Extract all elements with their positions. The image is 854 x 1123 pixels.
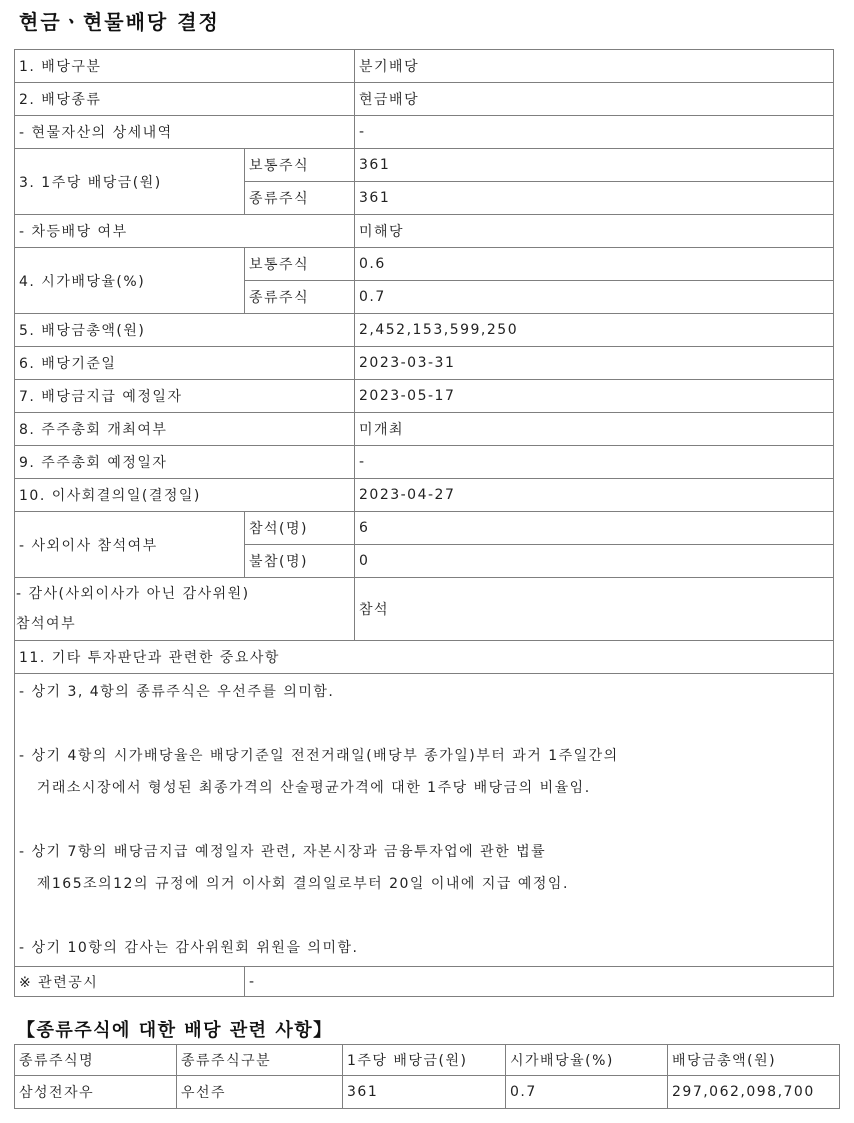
row-value: 0.6 — [355, 248, 834, 281]
table-row — [15, 1076, 840, 1109]
row-value: - — [245, 967, 834, 997]
preferred-stock-table — [14, 1044, 840, 1109]
row-label: 5. 배당금총액(원) — [15, 314, 355, 347]
column-header: 1주당 배당금(원) — [343, 1045, 506, 1076]
row-label: 4. 시가배당율(%) — [15, 248, 245, 314]
table-row — [15, 641, 834, 674]
sub-label: 종류주식 — [245, 281, 355, 314]
table-cell: 297,062,098,700 — [668, 1076, 840, 1109]
row-value: 0.7 — [355, 281, 834, 314]
sub-label: 참석(명) — [245, 512, 355, 545]
dividend-table — [14, 49, 834, 997]
table-row — [15, 674, 834, 967]
row-value: 0 — [355, 545, 834, 578]
row-label: 8. 주주총회 개최여부 — [15, 413, 355, 446]
table-row — [15, 248, 834, 281]
table-row — [15, 149, 834, 182]
row-value: 361 — [355, 182, 834, 215]
table-cell: 삼성전자우 — [15, 1076, 177, 1109]
row-label: 11. 기타 투자판단과 관련한 중요사항 — [15, 641, 834, 674]
row-value: 6 — [355, 512, 834, 545]
row-label: 3. 1주당 배당금(원) — [15, 149, 245, 215]
row-label: - 감사(사외이사가 아닌 감사위원) 참석여부 — [15, 578, 355, 641]
table-row — [15, 380, 834, 413]
row-value: - — [355, 116, 834, 149]
page-title: 현금ㆍ현물배당 결정 — [19, 10, 220, 34]
table-cell: 361 — [343, 1076, 506, 1109]
column-header: 종류주식명 — [15, 1045, 177, 1076]
row-value: 2023-05-17 — [355, 380, 834, 413]
table-header-row — [15, 1045, 840, 1076]
column-header: 배당금총액(원) — [668, 1045, 840, 1076]
table-row — [15, 578, 834, 641]
table-row — [15, 50, 834, 83]
sub-label: 종류주식 — [245, 182, 355, 215]
table-row — [15, 967, 834, 997]
row-label: 2. 배당종류 — [15, 83, 355, 116]
table-row — [15, 314, 834, 347]
row-value: 2,452,153,599,250 — [355, 314, 834, 347]
row-value: 분기배당 — [355, 50, 834, 83]
row-label: ※ 관련공시 — [15, 967, 245, 997]
row-label: - 현물자산의 상세내역 — [15, 116, 355, 149]
table-row — [15, 446, 834, 479]
row-value: 미개최 — [355, 413, 834, 446]
sub-label: 불참(명) — [245, 545, 355, 578]
row-label: 7. 배당금지급 예정일자 — [15, 380, 355, 413]
sub-label: 보통주식 — [245, 149, 355, 182]
row-value: 참석 — [355, 578, 834, 641]
row-value: 미해당 — [355, 215, 834, 248]
row-label: 9. 주주총회 예정일자 — [15, 446, 355, 479]
row-label: 6. 배당기준일 — [15, 347, 355, 380]
row-value: 2023-03-31 — [355, 347, 834, 380]
table-row — [15, 479, 834, 512]
notes-text: - 상기 3, 4항의 종류주식은 우선주를 의미함. - 상기 4항의 시가배당율은 배당기준일 전전거래일(배당부 종가일)부터 과거 1주일간의 거래소시장에서 형성된 최종가격의 산술평균가격에 대한 1주당 배당금의 비율임. - 상기 7항의 배당금지급 예정일자 관련, 자본시장과 금융투자업에 관한 법률 제165조의12의 규정에 의거 이사회 결의일로부터 20일 이내에 지급 예정임. - 상기 10항의 감사는 감사위원회 위원을 의미함. — [15, 674, 834, 967]
table-row — [15, 512, 834, 545]
section-title: 【종류주식에 대한 배당 관련 사항】 — [17, 1020, 333, 1041]
row-value: 361 — [355, 149, 834, 182]
column-header: 종류주식구분 — [177, 1045, 343, 1076]
row-label: 1. 배당구분 — [15, 50, 355, 83]
table-row — [15, 413, 834, 446]
row-value: - — [355, 446, 834, 479]
row-value: 2023-04-27 — [355, 479, 834, 512]
table-row — [15, 215, 834, 248]
table-row — [15, 116, 834, 149]
table-row — [15, 347, 834, 380]
row-label: - 사외이사 참석여부 — [15, 512, 245, 578]
table-cell: 우선주 — [177, 1076, 343, 1109]
table-cell: 0.7 — [506, 1076, 668, 1109]
table-row — [15, 83, 834, 116]
sub-label: 보통주식 — [245, 248, 355, 281]
row-label: - 차등배당 여부 — [15, 215, 355, 248]
row-label: 10. 이사회결의일(결정일) — [15, 479, 355, 512]
row-value: 현금배당 — [355, 83, 834, 116]
column-header: 시가배당율(%) — [506, 1045, 668, 1076]
